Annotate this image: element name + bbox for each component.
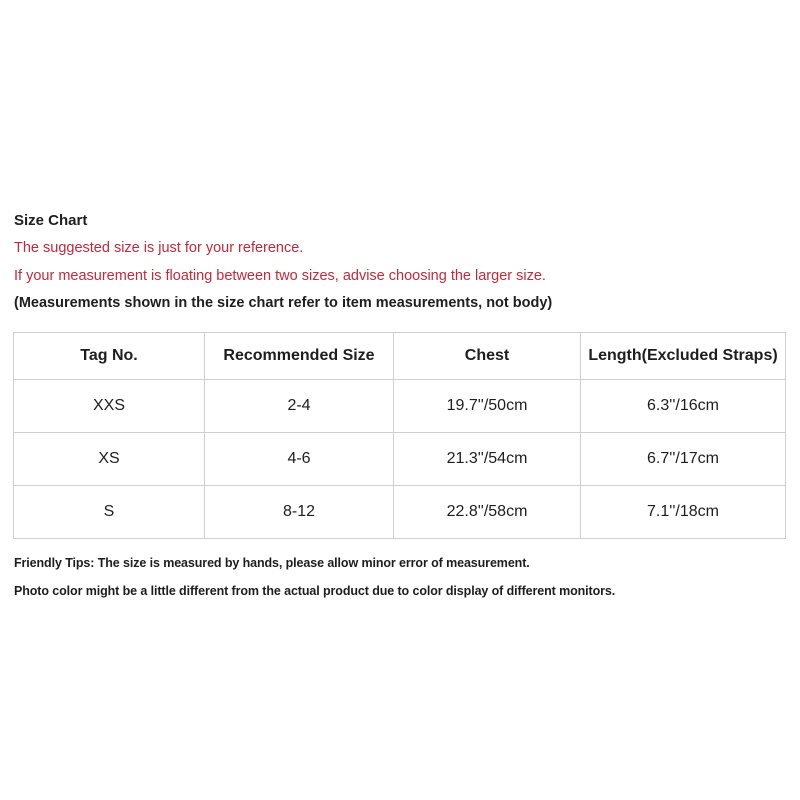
- col-header-chest: Chest: [394, 333, 581, 380]
- note-larger-size: If your measurement is floating between two sizes, advise choosing the larger size.: [14, 268, 546, 284]
- cell-tag-no: S: [14, 486, 205, 539]
- cell-length: 7.1''/18cm: [581, 486, 786, 539]
- col-header-tag-no: Tag No.: [14, 333, 205, 380]
- cell-chest: 19.7''/50cm: [394, 380, 581, 433]
- cell-recommended-size: 2-4: [205, 380, 394, 433]
- note-reference: The suggested size is just for your reference.: [14, 240, 304, 256]
- cell-length: 6.3''/16cm: [581, 380, 786, 433]
- cell-length: 6.7''/17cm: [581, 433, 786, 486]
- note-item-measurements: (Measurements shown in the size chart refer to item measurements, not body): [14, 295, 553, 311]
- table-row-xxs: [14, 380, 786, 433]
- col-header-length: Length(Excluded Straps): [581, 333, 786, 380]
- cell-tag-no: XS: [14, 433, 205, 486]
- page-title: Size Chart: [14, 212, 88, 229]
- table-row-s: [14, 486, 786, 539]
- cell-tag-no: XXS: [14, 380, 205, 433]
- table-header-row: [14, 333, 786, 380]
- cell-chest: 22.8''/58cm: [394, 486, 581, 539]
- size-table: [13, 332, 786, 539]
- table-row-xs: [14, 433, 786, 486]
- size-chart-content: [14, 210, 787, 599]
- friendly-tip-color: Photo color might be a little different from the actual product due to color display of different monitors.: [14, 584, 616, 598]
- cell-recommended-size: 4-6: [205, 433, 394, 486]
- cell-recommended-size: 8-12: [205, 486, 394, 539]
- cell-chest: 21.3''/54cm: [394, 433, 581, 486]
- friendly-tip-measurement: Friendly Tips: The size is measured by hands, please allow minor error of measurement.: [14, 556, 530, 570]
- col-header-recommended-size: Recommended Size: [205, 333, 394, 380]
